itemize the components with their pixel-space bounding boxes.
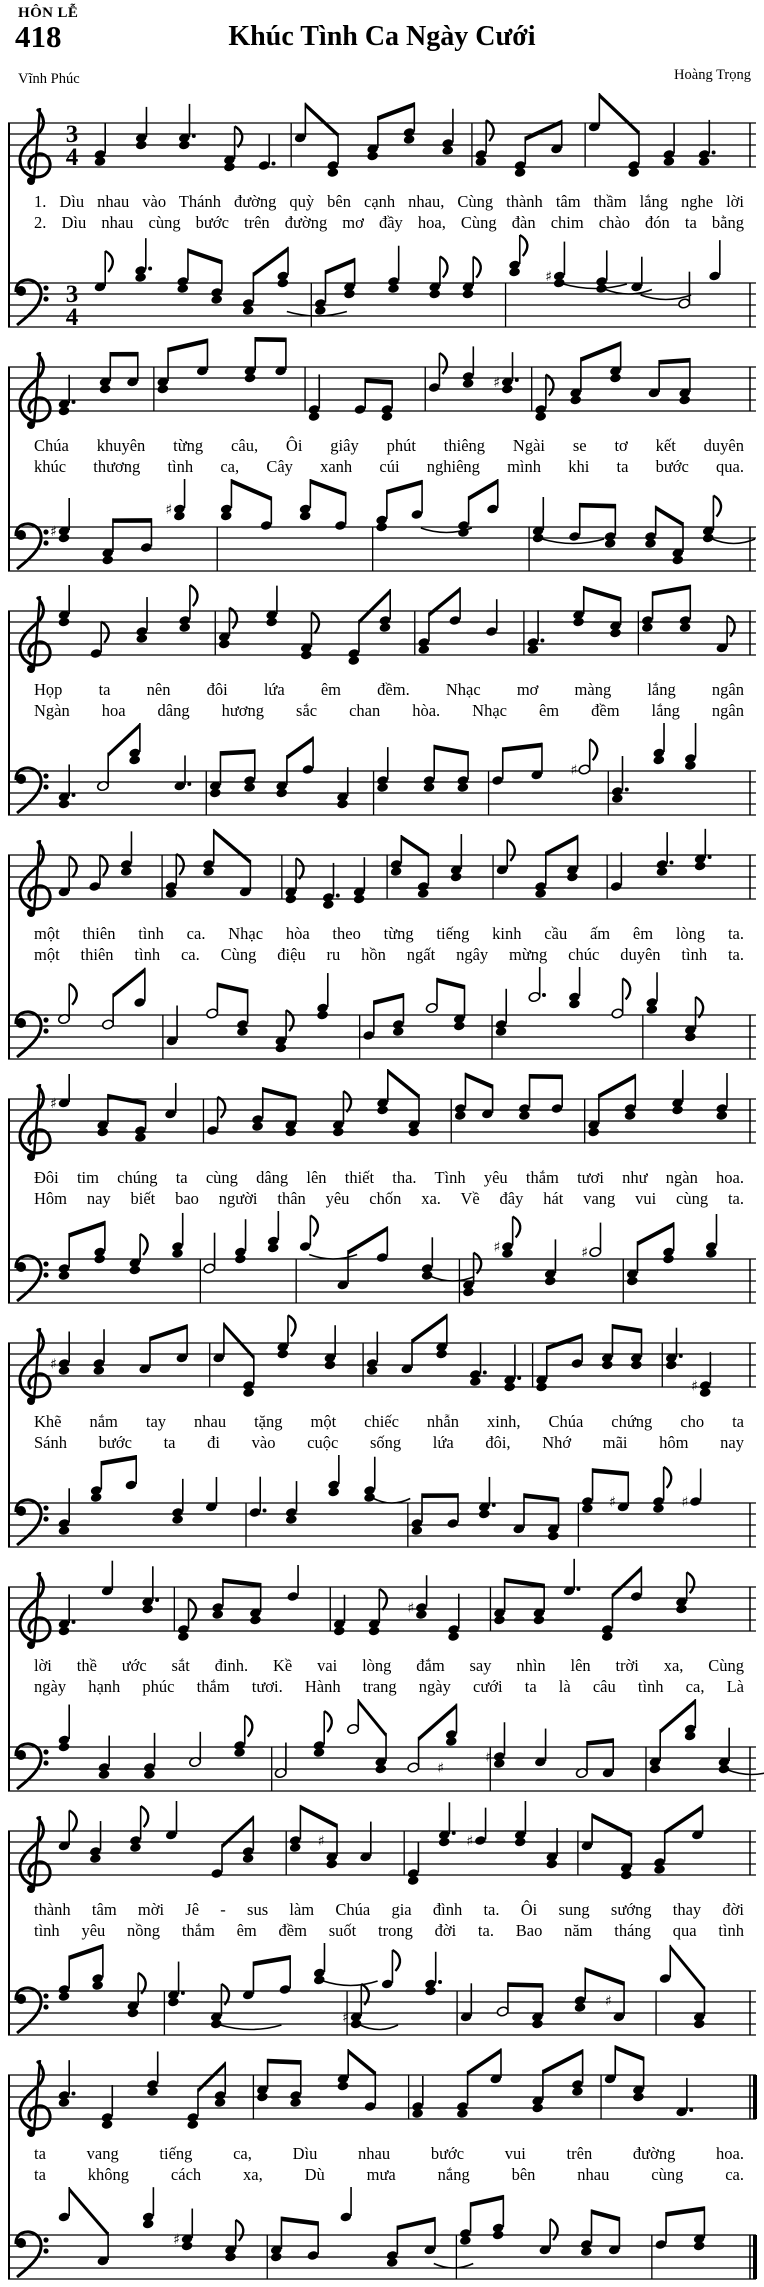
sharp-accidental-icon: ♯ (317, 1833, 325, 1850)
system-barline (8, 1343, 10, 1547)
sharp-accidental-icon: ♯ (570, 762, 578, 779)
treble-clef-icon (20, 1816, 50, 1893)
bass-clef-icon (16, 1012, 49, 1057)
lyric-verse2: Ngàn hoa dâng hương sắc chan hòa. Nhạc êm đềm lắng ngân (34, 701, 744, 720)
treble-clef-icon (20, 1572, 50, 1649)
sharp-accidental-icon: ♯ (50, 1356, 57, 1373)
treble-staff (0, 1799, 764, 1899)
system-8 (0, 1799, 764, 2043)
bass-clef-icon (16, 768, 49, 813)
lyrics-block (0, 1411, 764, 1453)
system-barline (8, 1099, 10, 1303)
lyric-verse2: ta không cách xa, Dù mưa nắng bên nhau cùng ca. (34, 2165, 744, 2184)
system-3 (0, 579, 764, 823)
lyric-verse2: tình yêu nồng thắm êm đềm suốt trong đời ta. Bao năm tháng qua tình (34, 1921, 744, 1940)
sharp-accidental-icon: ♯ (165, 502, 173, 518)
treble-clef-icon (20, 2060, 50, 2137)
lyrics-block (0, 435, 764, 477)
sharp-accidental-icon: ♯ (485, 1749, 493, 1766)
lyrics-block (0, 679, 764, 721)
lyric-verse2: ngày hạnh phúc thắm tươi. Hành trang ngày cưới ta là câu tình ca, Là (34, 1677, 744, 1696)
bass-clef-icon (16, 280, 49, 325)
sharp-accidental-icon: ♯ (50, 524, 57, 540)
system-barline (8, 367, 10, 571)
bass-clef-icon (16, 1744, 49, 1789)
lyrics-block (0, 923, 764, 965)
system-2 (0, 335, 764, 579)
song-title: Khúc Tình Ca Ngày Cưới (228, 21, 536, 52)
system-1 (0, 91, 764, 335)
lyric-verse2: khúc thương tình ca, Cây xanh cúi nghiêng mình khi ta bước qua. (34, 457, 744, 476)
bass-clef-icon (16, 1256, 49, 1301)
sharp-accidental-icon: ♯ (581, 1245, 589, 1261)
category-label: HÔN LỄ (18, 5, 79, 21)
time-signature-numerator: 3 (65, 121, 79, 148)
bass-staff (0, 721, 764, 823)
treble-staff (0, 2043, 764, 2143)
lyric-verse2: 2. Dìu nhau cùng bước trên đường mơ đầy hoa, Cùng đàn chim chào đón ta bằng (34, 213, 744, 232)
sharp-accidental-icon: ♯ (545, 269, 552, 285)
lyrics-block (0, 2143, 764, 2185)
bass-staff (0, 2185, 764, 2287)
system-barline (8, 123, 10, 327)
composer-credit: Hoàng Trọng (674, 67, 751, 83)
lyric-verse1: Đôi tim chúng ta cùng dâng lên thiết tha. Tình yêu thắm tươi như ngàn hoa. (34, 1168, 744, 1187)
system-barline (8, 2075, 10, 2279)
treble-clef-icon (20, 596, 50, 673)
bass-clef-icon (16, 1988, 49, 2033)
sharp-accidental-icon: ♯ (466, 1833, 474, 1850)
lyric-verse1: Khẽ nắm tay nhau tặng một chiếc nhẫn xinh, Chúa chứng cho ta (34, 1412, 744, 1431)
lyrics-block (0, 1655, 764, 1697)
lyric-verse1: 1. Dìu nhau vào Thánh đường quỳ bên cạnh nhau, Cùng thành tâm thầm lắng nghe lời (34, 192, 744, 211)
system-barline (8, 1587, 10, 1791)
system-barline (8, 1831, 10, 2035)
system-7 (0, 1555, 764, 1799)
bass-clef-icon (16, 2232, 49, 2277)
sharp-accidental-icon: ♯ (609, 1494, 616, 1511)
sharp-accidental-icon: ♯ (691, 1378, 698, 1395)
lyric-verse2: Hôm nay biết bao người thân yêu chốn xa. Về đây hát vang vui cùng ta. (34, 1189, 744, 1208)
bass-staff (0, 1697, 764, 1799)
bass-staff (0, 477, 764, 579)
hymn-number: 418 (15, 19, 62, 54)
lyric-verse2: một thiên tình ca. Cùng điệu ru hồn ngất ngây mừng chúc duyên tình ta. (34, 945, 744, 964)
bass-clef-icon (16, 1500, 49, 1545)
sharp-accidental-icon: ♯ (493, 375, 501, 391)
bass-staff (0, 1941, 764, 2043)
lyric-verse1: một thiên tình ca. Nhạc hòa theo từng tiếng kinh cầu ấm êm lòng ta. (34, 924, 744, 943)
bass-clef-icon (16, 524, 49, 569)
treble-staff (0, 335, 764, 435)
system-5 (0, 1067, 764, 1311)
treble-clef-icon (20, 1084, 50, 1161)
treble-staff (0, 823, 764, 923)
treble-clef-icon (20, 352, 50, 429)
lyric-verse2: Sánh bước ta đi vào cuộc sống lứa đôi, Nhớ mãi hôm nay (34, 1433, 744, 1452)
treble-staff (0, 91, 764, 191)
system-4 (0, 823, 764, 1067)
bass-staff (0, 1209, 764, 1311)
treble-clef-icon (20, 1328, 50, 1405)
bass-staff (0, 965, 764, 1067)
treble-staff (0, 1555, 764, 1655)
bass-staff (0, 233, 764, 335)
lyric-verse1: lời thề ước sắt đinh. Kề vai lòng đắm say nhìn lên trời xa, Cùng (34, 1656, 744, 1675)
sharp-accidental-icon: ♯ (342, 2010, 349, 2026)
treble-clef-icon (20, 108, 50, 185)
lyric-verse1: ta vang tiếng ca, Dìu nhau bước vui trên đường hoa. (34, 2144, 744, 2163)
sharp-accidental-icon: ♯ (493, 1239, 501, 1256)
treble-clef-icon (20, 840, 50, 917)
sharp-accidental-icon: ♯ (604, 1993, 612, 2010)
system-barline (8, 855, 10, 1059)
treble-staff (0, 1067, 764, 1167)
lyric-verse1: Họp ta nên đôi lứa êm đềm. Nhạc mơ màng lắng ngân (34, 680, 744, 699)
system-barline (8, 611, 10, 815)
song-header (0, 0, 764, 91)
lyrics-block (0, 191, 764, 233)
sharp-accidental-icon: ♯ (681, 1494, 689, 1511)
time-signature-numerator: 3 (65, 281, 79, 308)
sharp-accidental-icon: ♯ (173, 2232, 180, 2248)
sharp-accidental-icon: ♯ (50, 1096, 57, 1112)
system-9 (0, 2043, 764, 2287)
sharp-accidental-icon: ♯ (407, 1600, 415, 1617)
lyrics-block (0, 1899, 764, 1941)
system-6 (0, 1311, 764, 1555)
treble-staff (0, 1311, 764, 1411)
lyric-verse1: thành tâm mời Jê - sus làm Chúa gia đình ta. Ôi sung sướng thay đời (34, 1900, 744, 1919)
lyricist-credit: Vĩnh Phúc (18, 71, 80, 87)
treble-staff (0, 579, 764, 679)
lyrics-block (0, 1167, 764, 1209)
time-signature-denominator: 4 (65, 304, 79, 331)
bass-staff (0, 1453, 764, 1555)
sharp-accidental-icon: ♯ (437, 1760, 445, 1777)
lyric-verse1: Chúa khuyên từng câu, Ôi giây phút thiêng Ngài se tơ kết duyên (34, 436, 744, 455)
time-signature-denominator: 4 (65, 144, 79, 171)
